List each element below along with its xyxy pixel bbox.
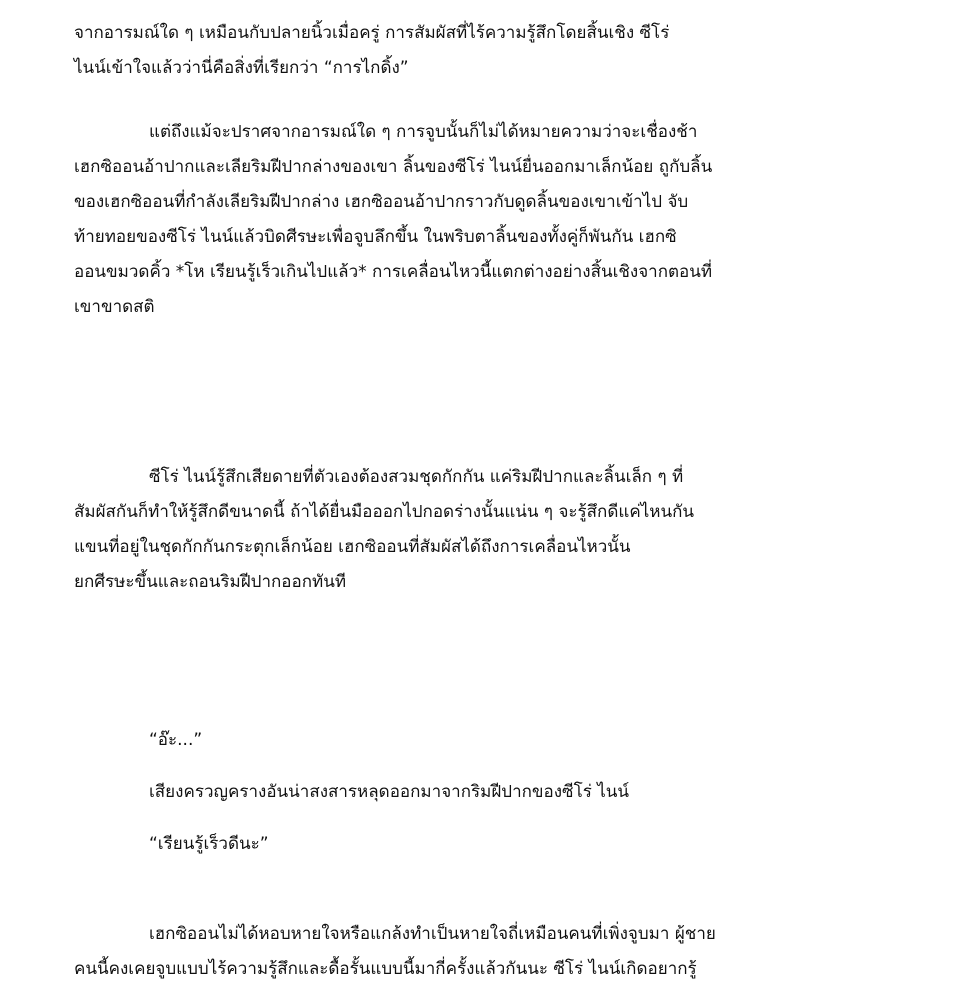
text-line: ท้ายทอยของซีโร่ ไนน์แล้วบิดศีรษะเพื่อจูบลึกขึ้น ในพริบตาลิ้นของทั้งคู่ก็พันกัน เฮกซิ: [74, 227, 677, 247]
text-line: เฮกซิออนอ้าปากและเลียริมฝีปากล่างของเขา ลิ้นของซีโร่ ไนน์ยื่นออกมาเล็กน้อย ถูกับลิ้น: [74, 157, 713, 177]
text-line: ซีโร่ ไนน์รู้สึกเสียดายที่ตัวเองต้องสวมชุดกักกัน แค่ริมฝีปากและลิ้นเล็ก ๆ ที่: [149, 467, 684, 487]
text-line: ออนขมวดคิ้ว *โห เรียนรู้เร็วเกินไปแล้ว* การเคลื่อนไหวนี้แตกต่างอย่างสิ้นเชิงจากตอนที่: [74, 262, 713, 282]
dialogue-line: “อ๊ะ...”: [149, 730, 203, 750]
text-line: ยกศีรษะขึ้นและถอนริมฝีปากออกทันที: [74, 572, 347, 592]
text-line: แขนที่อยู่ในชุดกักกันกระตุกเล็กน้อย เฮกซิออนที่สัมผัสได้ถึงการเคลื่อนไหวนั้น: [74, 537, 631, 557]
paragraph-3: [74, 460, 904, 600]
text-line: แต่ถึงแม้จะปราศจากอารมณ์ใด ๆ การจูบนั้นก็ไม่ได้หมายความว่าจะเชื่องช้า: [149, 122, 698, 142]
text-line: ไนน์เข้าใจแล้วว่านี่คือสิ่งที่เรียกว่า “การไกดิ้ง”: [74, 58, 409, 78]
paragraph-1: [74, 16, 904, 86]
text-line: สัมผัสกันก็ทำให้รู้สึกดีขนาดนี้ ถ้าได้ยื่นมือออกไปกอดร่างนั้นแน่น ๆ จะรู้สึกดีแค่ไหนกัน: [74, 502, 695, 522]
text-line: คนนี้คงเคยจูบแบบไร้ความรู้สึกและดื้อรั้นแบบนี้มากี่ครั้งแล้วกันนะ ซีโร่ ไนน์เกิดอยากรู้: [74, 959, 697, 979]
narration-line: เสียงครวญครางอันน่าสงสารหลุดออกมาจากริมฝีปากของซีโร่ ไนน์: [149, 782, 630, 802]
paragraph-2: [74, 115, 904, 325]
text-line: เฮกซิออนไม่ได้หอบหายใจหรือแกล้งทำเป็นหายใจถี่เหมือนคนที่เพิ่งจูบมา ผู้ชาย: [149, 924, 716, 944]
text-line: ของเฮกซิออนที่กำลังเลียริมฝีปากล่าง เฮกซิออนอ้าปากราวกับดูดลิ้นของเขาเข้าไป จับ: [74, 192, 689, 212]
paragraph-4: [74, 917, 904, 987]
dialogue-line: “เรียนรู้เร็วดีนะ”: [149, 834, 269, 854]
text-line: เขาขาดสติ: [74, 297, 155, 317]
text-line: จากอารมณ์ใด ๆ เหมือนกับปลายนิ้วเมื่อครู่ การสัมผัสที่ไร้ความรู้สึกโดยสิ้นเชิง ซีโร่: [74, 23, 670, 43]
